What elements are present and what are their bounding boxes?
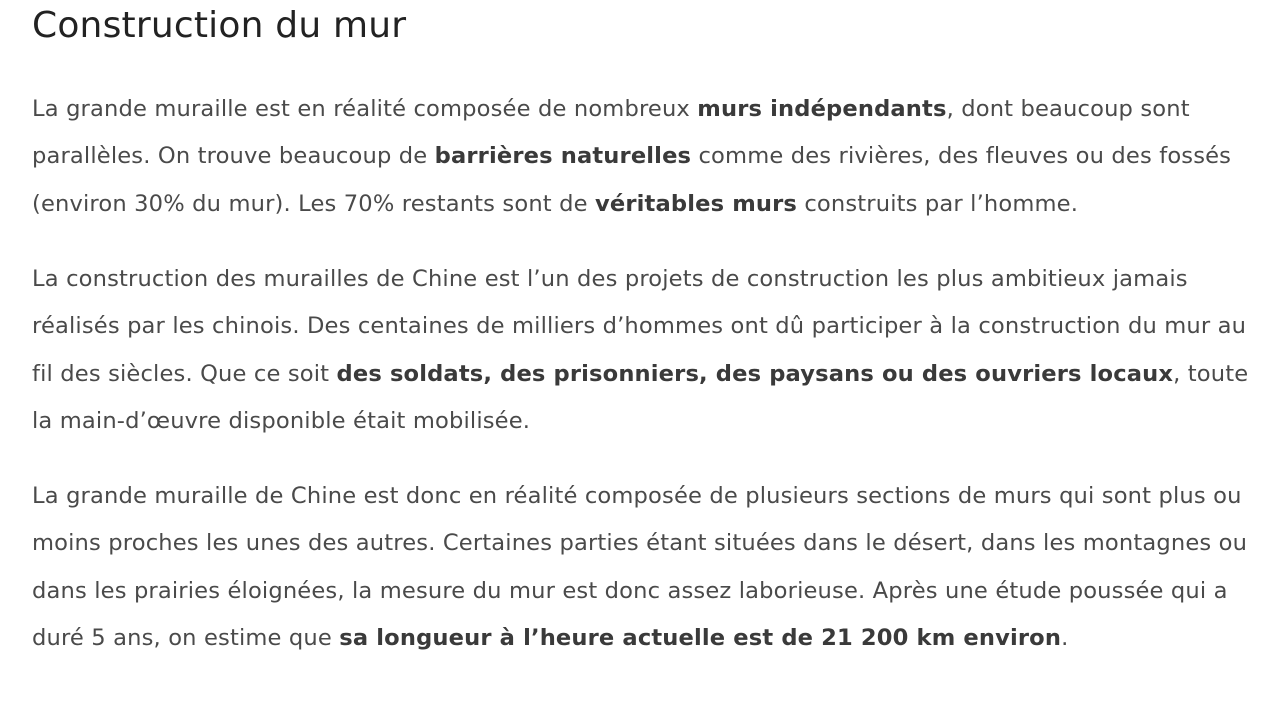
paragraph-1 <box>32 86 1262 228</box>
text-segment: comme des rivières, des fleuves ou des fossés (environ 30% du mur). Les 70% restants sont de <box>32 143 1232 217</box>
text-segment: construits par l’homme. <box>797 190 1079 217</box>
text-segment: . <box>1061 624 1069 651</box>
paragraph-2 <box>32 256 1262 445</box>
text-segment: , toute la main-d’œuvre disponible était mobilisée. <box>32 360 1249 434</box>
text-segment: , dont beaucoup sont parallèles. On trouve beaucoup de <box>32 96 1190 170</box>
bold-text-segment: murs indépendants <box>697 96 947 122</box>
page-title: Construction du mur <box>32 5 407 46</box>
text-segment: La grande muraille de Chine est donc en réalité composée de plusieurs sections de murs qui sont plus ou moins proches les unes des autres. Certaines parties étant situées dans le désert, dans les montagnes ou dans les prairies éloignées, la mesure du mur est donc assez laborieuse. Après une étude poussée qui a duré 5 ans, on estime que <box>32 483 1248 651</box>
paragraph-3 <box>32 473 1262 662</box>
bold-text-segment: sa longueur à l’heure actuelle est de 21 200 km environ <box>339 624 1062 651</box>
bold-text-segment: barrières naturelles <box>434 143 692 170</box>
text-segment: La grande muraille est en réalité composée de nombreux <box>32 96 698 122</box>
text-segment: La construction des murailles de Chine est l’un des projets de construction les plus ambitieux jamais réalisés par les chinois. Des centaines de milliers d’hommes ont dû participer à la construction du mur au fil des siècles. Que ce soit <box>32 266 1247 387</box>
bold-text-segment: véritables murs <box>595 190 798 217</box>
bold-text-segment: des soldats, des prisonniers, des paysans ou des ouvriers locaux <box>336 360 1174 387</box>
